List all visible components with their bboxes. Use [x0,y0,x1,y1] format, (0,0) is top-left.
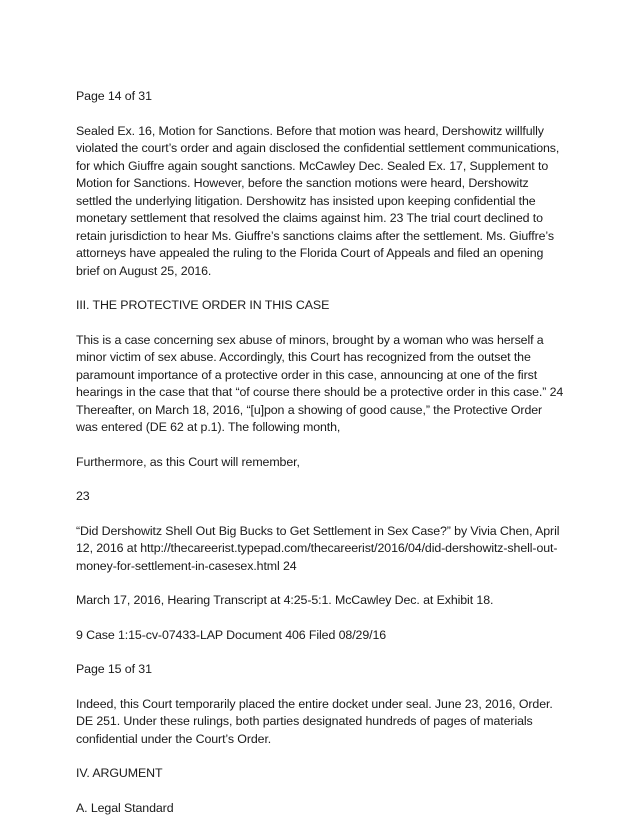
page-header-15: Page 15 of 31 [76,662,152,676]
footnote-text: “Did Dershowitz Shell Out Big Bucks to Get Settlement in Sex Case?” by Vivia Chen, April 12, 2016 at http://thecareerist.typepad.com/thecareerist/2016/04/did-dershowitz-shell-out-money-for-settlement-in-casesex.html 24 [76,523,560,573]
page-footer-case-info: 9 Case 1:15-cv-07433-LAP Document 406 Filed 08/29/16 [76,627,387,642]
subsection-heading-legal-standard: A. Legal Standard [76,800,174,815]
section-heading-protective-order: III. THE PROTECTIVE ORDER IN THIS CASE [76,298,330,312]
page-header-14: Page 14 of 31 [76,89,152,103]
body-paragraph-protective-order: This is a case concerning sex abuse of minors, brought by a woman who was herself a minor victim of sex abuse. Accordingly, this Court has recognized from the outset the paramount importance of a protective order in this case, announcing at one of the first hearings in the case that that “of course there should be a protective order in this case.” 24 Thereafter, on March 18, 2016, “[u]pon a showing of good cause,” the Protective Order was entered (DE 62 at p.1). The following month, [76,332,564,434]
body-paragraph-sanctions: Sealed Ex. 16, Motion for Sanctions. Before that motion was heard, Dershowitz willfully violated the court’s order and again disclosed the confidential settlement communications, for which Giuffre again sought sanctions. McCawley Dec. Sealed Ex. 17, Supplement to Motion for Sanctions. However, before the sanction motions were heard, Dershowitz settled the underlying litigation. Dershowitz has insisted upon keeping confidential the monetary settlement that resolved the claims against him. 23 The trial court declined to retain jurisdiction to hear Ms. Giuffre’s sanctions claims after the settlement. Ms. Giuffre’s attorneys have appealed the ruling to the Florida Court of Appeals and filed an opening brief on August 25, 2016. [76,123,560,278]
footnote-number: 23 [76,489,90,503]
footnote-hearing-transcript: March 17, 2016, Hearing Transcript at 4:25-5:1. McCawley Dec. at Exhibit 18. [76,593,494,607]
section-heading-argument: IV. ARGUMENT [76,766,163,780]
body-paragraph-furthermore: Furthermore, as this Court will remember, [76,454,300,469]
body-paragraph-docket-seal: Indeed, this Court temporarily placed the entire docket under seal. June 23, 2016, Order. DE 251. Under these rulings, both parties designated hundreds of pages of materials confidential under the Court’s Order. [76,696,553,746]
document-page [76,88,566,834]
